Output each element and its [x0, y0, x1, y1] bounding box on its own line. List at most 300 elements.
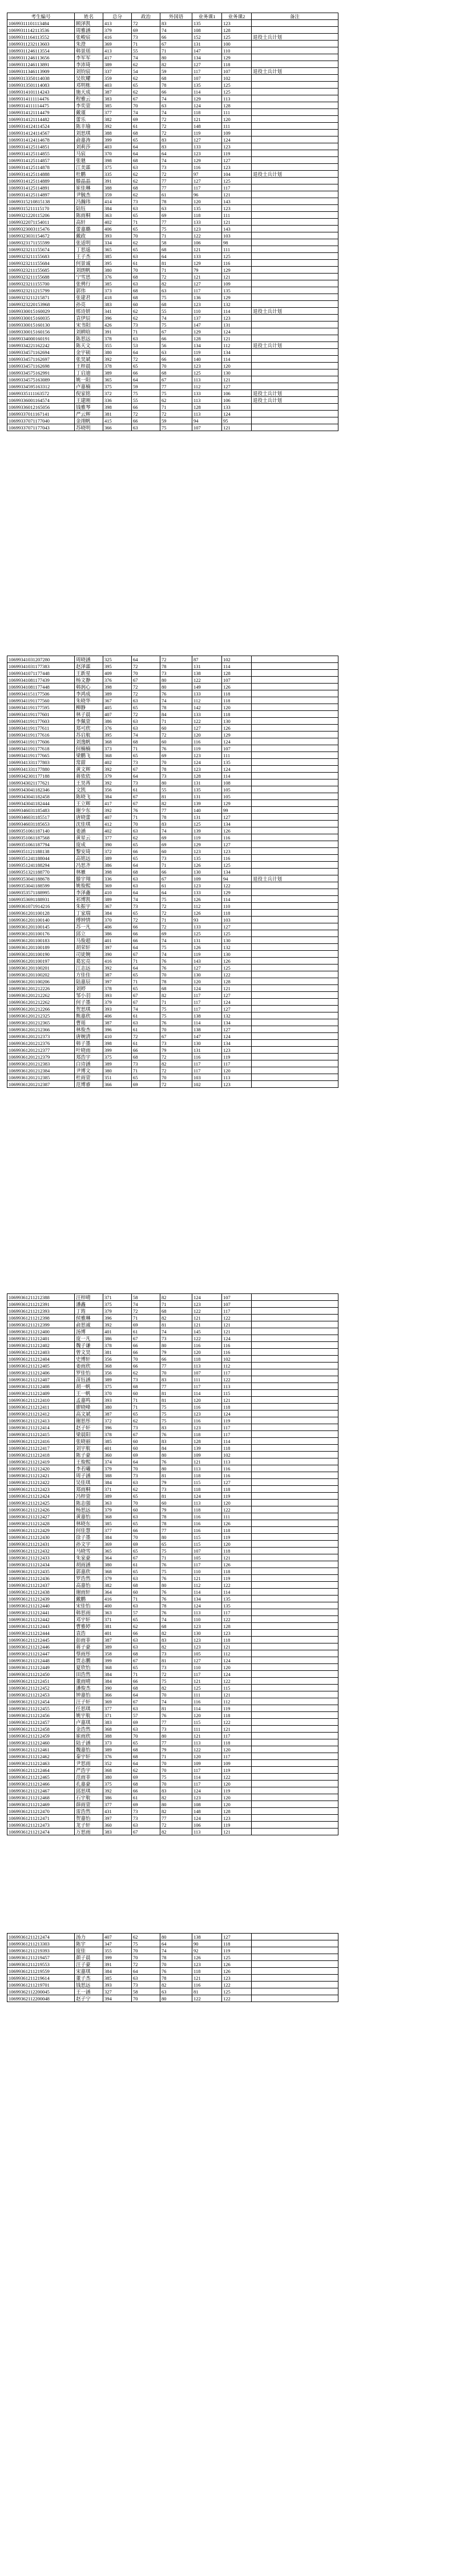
table-row	[7, 697, 338, 704]
table-row	[7, 1988, 338, 1995]
total-cell: 405	[103, 704, 132, 711]
exam-id-cell: 10699341331177803	[7, 759, 75, 766]
table-row	[7, 287, 338, 294]
remarks-cell	[252, 773, 338, 779]
exam-id-cell: 10699361201100201	[7, 965, 75, 971]
subject-1-cell: 124	[192, 1787, 222, 1794]
total-cell: 368	[103, 1513, 132, 1520]
politics-cell: 65	[132, 1568, 160, 1575]
foreign-language-cell: 67	[160, 1033, 192, 1040]
name-cell: 石宇航	[75, 1794, 103, 1801]
total-cell: 402	[103, 759, 132, 766]
subject-1-cell: 123	[192, 1424, 222, 1431]
table-row	[7, 301, 338, 308]
subject-1-cell: 149	[192, 684, 222, 690]
table-row	[7, 232, 338, 239]
remarks-cell	[252, 1623, 338, 1630]
politics-cell: 69	[132, 27, 160, 34]
subject-1-cell: 118	[192, 1506, 222, 1513]
foreign-language-cell: 63	[160, 349, 192, 356]
subject-1-cell: 131	[192, 793, 222, 800]
name-cell: 张昊斌	[75, 356, 103, 363]
table-row	[7, 1995, 338, 2002]
remarks-cell	[252, 150, 338, 157]
total-cell: 378	[103, 1431, 132, 1438]
total-cell: 400	[103, 1602, 132, 1609]
politics-cell: 60	[132, 1589, 160, 1596]
remarks-cell	[252, 677, 338, 684]
subject-1-cell: 116	[192, 1513, 222, 1520]
foreign-language-cell: 82	[160, 1630, 192, 1637]
subject-1-cell: 143	[192, 958, 222, 965]
name-cell: 杨思远	[75, 1506, 103, 1513]
politics-cell: 61	[132, 260, 160, 267]
subject-2-cell: 112	[222, 1650, 252, 1657]
total-cell: 392	[103, 1787, 132, 1794]
foreign-language-cell: 63	[160, 102, 192, 109]
table-row	[7, 670, 338, 677]
table-row	[7, 1623, 338, 1630]
subject-1-cell: 135	[192, 205, 222, 212]
subject-1-cell: 123	[192, 226, 222, 232]
subject-2-cell: 118	[222, 1404, 252, 1410]
politics-cell: 71	[132, 1671, 160, 1678]
total-cell: 392	[103, 807, 132, 814]
exam-id-cell: 10699361211212440	[7, 1602, 75, 1609]
politics-cell: 73	[132, 903, 160, 910]
subject-1-cell: 119	[192, 349, 222, 356]
total-cell: 412	[103, 821, 132, 827]
remarks-cell	[252, 1349, 338, 1356]
name-cell: 黎安琦	[75, 848, 103, 855]
subject-2-cell: 111	[222, 212, 252, 219]
exam-id-cell: 10699361211212425	[7, 1500, 75, 1506]
subject-2-cell: 125	[222, 89, 252, 95]
subject-2-cell: 111	[222, 752, 252, 759]
politics-cell: 63	[132, 335, 160, 342]
total-cell: 383	[103, 95, 132, 102]
subject-1-cell: 122	[192, 232, 222, 239]
table-row	[7, 47, 338, 54]
table-row	[7, 246, 338, 253]
politics-cell: 76	[132, 807, 160, 814]
remarks-cell	[252, 1975, 338, 1982]
subject-2-cell: 121	[222, 1554, 252, 1561]
politics-cell: 74	[132, 54, 160, 61]
foreign-language-cell: 70	[160, 1781, 192, 1787]
exam-id-cell: 10699361211212417	[7, 1445, 75, 1452]
table-row	[7, 1975, 338, 1982]
table-row	[7, 903, 338, 910]
foreign-language-cell: 77	[160, 1815, 192, 1822]
exam-id-cell: 10699323031154672	[7, 232, 75, 239]
table-row	[7, 89, 338, 95]
remarks-cell	[252, 1657, 338, 1664]
table-row	[7, 1006, 338, 1012]
name-cell: 白诗涵	[75, 1060, 103, 1067]
total-cell: 391	[103, 1961, 132, 1968]
politics-cell: 67	[132, 999, 160, 1006]
politics-cell: 73	[132, 1424, 160, 1431]
foreign-language-cell: 74	[160, 697, 192, 704]
total-cell: 384	[103, 1671, 132, 1678]
subject-1-cell: 127	[192, 1657, 222, 1664]
exam-id-cell: 10699361211212420	[7, 1465, 75, 1472]
total-cell: 387	[103, 1637, 132, 1643]
subject-2-cell: 123	[222, 205, 252, 212]
name-cell: 薛雨萱	[75, 1801, 103, 1808]
table-row	[7, 1815, 338, 1822]
foreign-language-cell: 61	[160, 882, 192, 889]
politics-cell: 64	[132, 143, 160, 150]
subject-2-cell: 118	[222, 61, 252, 68]
name-cell: 郭嘉欣	[75, 1568, 103, 1575]
subject-2-cell: 118	[222, 697, 252, 704]
subject-1-cell: 122	[192, 1308, 222, 1315]
subject-2-cell: 120	[222, 1801, 252, 1808]
total-cell: 379	[103, 773, 132, 779]
subject-2-cell: 122	[222, 882, 252, 889]
politics-cell: 73	[132, 779, 160, 786]
total-cell: 373	[103, 287, 132, 294]
subject-2-cell: 123	[222, 1630, 252, 1637]
total-cell: 402	[103, 827, 132, 834]
subject-1-cell: 105	[192, 1554, 222, 1561]
total-cell: 356	[103, 1356, 132, 1363]
foreign-language-cell: 71	[160, 999, 192, 1006]
exam-id-cell: 10699346031185517	[7, 814, 75, 821]
subject-2-cell: 120	[222, 363, 252, 369]
remarks-cell	[252, 1822, 338, 1828]
exam-id-cell: 10699323211155674	[7, 246, 75, 253]
exam-id-cell: 10699361211212412	[7, 1410, 75, 1417]
foreign-language-cell: 74	[160, 827, 192, 834]
name-cell: 苏晓明	[75, 424, 103, 431]
exam-id-cell: 10699341081177439	[7, 677, 75, 684]
subject-2-cell: 126	[222, 958, 252, 965]
politics-cell: 71	[132, 978, 160, 985]
total-cell: 417	[103, 800, 132, 807]
politics-cell: 66	[132, 937, 160, 944]
table-row	[7, 869, 338, 875]
subject-2-cell: 121	[222, 985, 252, 992]
subject-1-cell: 114	[192, 89, 222, 95]
total-cell: 372	[103, 390, 132, 397]
remarks-cell	[252, 786, 338, 793]
table-row	[7, 1934, 338, 1940]
exam-id-cell: 10699361211212468	[7, 1794, 75, 1801]
exam-id-cell: 10699361211212460	[7, 1739, 75, 1746]
foreign-language-cell: 78	[160, 1520, 192, 1527]
subject-2-cell: 134	[222, 869, 252, 875]
subject-2-cell: 124	[222, 1410, 252, 1417]
total-cell: 389	[103, 896, 132, 903]
subject-1-cell: 114	[192, 1390, 222, 1397]
table-row	[7, 1500, 338, 1506]
subject-2-cell: 119	[222, 1534, 252, 1541]
politics-cell: 63	[132, 280, 160, 287]
subject-2-cell: 114	[222, 896, 252, 903]
table-row	[7, 1616, 338, 1623]
politics-cell: 66	[132, 1047, 160, 1054]
subject-1-cell: 126	[192, 944, 222, 951]
name-cell: 李沛琦	[75, 61, 103, 68]
score-table	[7, 1293, 338, 1835]
name-cell: 张骋行	[75, 280, 103, 287]
politics-cell: 70	[132, 102, 160, 109]
foreign-language-cell: 75	[160, 896, 192, 903]
name-cell: 陆钰	[75, 205, 103, 212]
politics-cell: 67	[132, 800, 160, 807]
remarks-cell	[252, 814, 338, 821]
subject-1-cell: 137	[192, 315, 222, 322]
total-cell: 396	[103, 1315, 132, 1321]
politics-cell: 69	[132, 1452, 160, 1458]
subject-1-cell: 120	[192, 198, 222, 205]
total-cell: 356	[103, 786, 132, 793]
remarks-cell	[252, 1527, 338, 1534]
exam-id-cell: 10699361211212400	[7, 1328, 75, 1335]
foreign-language-cell: 83	[160, 1438, 192, 1445]
subject-1-cell: 110	[192, 308, 222, 315]
table-row	[7, 1575, 338, 1582]
subject-1-cell: 136	[192, 294, 222, 301]
table-row	[7, 1596, 338, 1602]
table-row	[7, 1968, 338, 1975]
politics-cell: 68	[132, 738, 160, 745]
name-cell: 郑雨桐	[75, 1486, 103, 1493]
exam-id-cell: 10699361211212466	[7, 1781, 75, 1787]
table-row	[7, 827, 338, 834]
foreign-language-cell: 72	[160, 732, 192, 738]
name-cell: 范雨菲	[75, 1774, 103, 1781]
name-cell: 文凯	[75, 786, 103, 793]
total-cell: 398	[103, 684, 132, 690]
subject-1-cell: 148	[192, 123, 222, 130]
total-cell: 369	[103, 1541, 132, 1548]
remarks-cell	[252, 1301, 338, 1308]
subject-1-cell: 81	[192, 1988, 222, 1995]
subject-1-cell: 127	[192, 965, 222, 971]
exam-id-cell: 10699334000160191	[7, 335, 75, 342]
total-cell: 372	[103, 1417, 132, 1424]
subject-1-cell: 120	[192, 1397, 222, 1404]
exam-id-cell: 10699361211212404	[7, 1356, 75, 1363]
total-cell: 374	[103, 1458, 132, 1465]
politics-cell: 74	[132, 1301, 160, 1308]
total-cell: 378	[103, 1342, 132, 1349]
table-row	[7, 136, 338, 143]
subject-1-cell: 133	[192, 889, 222, 896]
exam-id-cell: 10699361201100176	[7, 930, 75, 937]
foreign-language-cell: 81	[160, 1705, 192, 1712]
remarks-cell	[252, 937, 338, 944]
table-row	[7, 274, 338, 280]
total-cell: 336	[103, 397, 132, 404]
exam-id-cell: 10699361211212419	[7, 1458, 75, 1465]
politics-cell: 73	[132, 759, 160, 766]
name-cell: 郭伟	[75, 287, 103, 294]
subject-2-cell: 135	[222, 287, 252, 294]
table-row	[7, 383, 338, 390]
table-section-3	[7, 1293, 338, 1835]
politics-cell: 61	[132, 1794, 160, 1801]
foreign-language-cell: 62	[160, 397, 192, 404]
remarks-cell	[252, 978, 338, 985]
total-cell: 367	[103, 903, 132, 910]
politics-cell: 61	[132, 1026, 160, 1033]
foreign-language-cell: 68	[160, 246, 192, 253]
remarks-cell	[252, 711, 338, 718]
subject-1-cell: 117	[192, 1561, 222, 1568]
exam-id-cell: 10699361211212433	[7, 1554, 75, 1561]
remarks-cell	[252, 800, 338, 807]
subject-1-cell: 118	[192, 1486, 222, 1493]
politics-cell: 62	[132, 308, 160, 315]
name-cell: 邓宇轩	[75, 1616, 103, 1623]
remarks-cell	[252, 1671, 338, 1678]
table-row	[7, 1739, 338, 1746]
table-section-4	[7, 1933, 338, 2002]
foreign-language-cell: 74	[160, 1616, 192, 1623]
total-cell: 386	[103, 1794, 132, 1801]
exam-id-cell: 10699314124114524	[7, 123, 75, 130]
name-cell: 程雅云	[75, 95, 103, 102]
exam-id-cell: 10699341191177606	[7, 738, 75, 745]
foreign-language-cell: 78	[160, 663, 192, 670]
subject-2-cell: 121	[222, 1397, 252, 1404]
exam-id-cell: 10699361211212424	[7, 1493, 75, 1500]
subject-2-cell: 114	[222, 1438, 252, 1445]
exam-id-cell: 10699361201100202	[7, 971, 75, 978]
remarks-cell: 退役士兵计划	[252, 342, 338, 349]
name-cell: 徐子墨	[75, 1534, 103, 1541]
foreign-language-cell: 72	[160, 1081, 192, 1088]
total-cell: 392	[103, 356, 132, 363]
subject-1-cell: 117	[192, 287, 222, 294]
subject-2-cell: 114	[222, 356, 252, 363]
exam-id-cell: 10699361201212266	[7, 1006, 75, 1012]
table-row	[7, 1664, 338, 1671]
foreign-language-cell: 72	[160, 903, 192, 910]
subject-1-cell: 107	[192, 1548, 222, 1554]
remarks-cell	[252, 992, 338, 999]
total-cell: 368	[103, 1726, 132, 1733]
table-row	[7, 1609, 338, 1616]
remarks-cell	[252, 930, 338, 937]
name-cell: 江志远	[75, 965, 103, 971]
table-section-2	[7, 656, 338, 1088]
subject-1-cell: 110	[192, 1616, 222, 1623]
total-cell: 385	[103, 1975, 132, 1982]
foreign-language-cell: 75	[160, 1774, 192, 1781]
foreign-language-cell: 68	[160, 369, 192, 376]
foreign-language-cell: 71	[160, 404, 192, 411]
total-cell: 396	[103, 1026, 132, 1033]
politics-cell: 63	[132, 164, 160, 171]
exam-id-cell: 10699361211212451	[7, 1678, 75, 1685]
remarks-cell	[252, 1479, 338, 1486]
politics-cell: 61	[132, 123, 160, 130]
name-cell: 冯梓萱	[75, 1493, 103, 1500]
subject-2-cell: 143	[222, 226, 252, 232]
politics-cell: 64	[132, 944, 160, 951]
subject-1-cell: 125	[192, 369, 222, 376]
politics-cell: 61	[132, 786, 160, 793]
politics-cell: 60	[132, 1390, 160, 1397]
exam-id-cell: 10699311101113484	[7, 20, 75, 27]
politics-cell: 63	[132, 1637, 160, 1643]
foreign-language-cell: 79	[160, 1479, 192, 1486]
table-row	[7, 1493, 338, 1500]
remarks-cell	[252, 1294, 338, 1301]
table-row	[7, 342, 338, 349]
subject-2-cell: 108	[222, 779, 252, 786]
name-cell: 周子涵	[75, 1472, 103, 1479]
exam-id-cell: 10699361211212465	[7, 1774, 75, 1781]
subject-2-cell: 121	[222, 1643, 252, 1650]
total-cell: 401	[103, 1630, 132, 1637]
subject-1-cell: 134	[192, 1596, 222, 1602]
subject-2-cell: 119	[222, 1767, 252, 1774]
remarks-cell	[252, 1315, 338, 1321]
name-cell: 魏嘉怡	[75, 1746, 103, 1753]
name-cell: 金浩然	[75, 1726, 103, 1733]
exam-id-cell: 10699336001164574	[7, 397, 75, 404]
foreign-language-cell: 75	[160, 424, 192, 431]
subject-2-cell: 102	[222, 656, 252, 663]
remarks-cell	[252, 260, 338, 267]
name-cell: 江美霖	[75, 164, 103, 171]
subject-2-cell: 123	[222, 315, 252, 322]
total-cell: 398	[103, 404, 132, 411]
exam-id-cell: 10699361201212262	[7, 992, 75, 999]
subject-2-cell: 121	[222, 1691, 252, 1698]
remarks-cell	[252, 1968, 338, 1975]
name-cell: 谢雨轩	[75, 1589, 103, 1596]
exam-id-cell: 10699361201212366	[7, 1026, 75, 1033]
subject-1-cell: 119	[192, 130, 222, 136]
foreign-language-cell: 75	[160, 294, 192, 301]
foreign-language-cell: 75	[160, 1410, 192, 1417]
table-row	[7, 1356, 338, 1363]
politics-cell: 73	[132, 1472, 160, 1479]
politics-cell: 53	[132, 342, 160, 349]
politics-cell: 74	[132, 732, 160, 738]
exam-id-cell: 10699361211212422	[7, 1479, 75, 1486]
remarks-cell	[252, 1493, 338, 1500]
remarks-cell	[252, 239, 338, 246]
name-cell: 钱雅琴	[75, 404, 103, 411]
total-cell: 388	[103, 130, 132, 136]
remarks-cell	[252, 1513, 338, 1520]
exam-id-cell: 10699361211219393	[7, 1947, 75, 1954]
total-cell: 383	[103, 301, 132, 308]
subject-2-cell: 118	[222, 1940, 252, 1947]
subject-2-cell: 110	[222, 903, 252, 910]
foreign-language-cell: 72	[160, 910, 192, 917]
subject-2-cell: 129	[222, 889, 252, 896]
foreign-language-cell: 82	[160, 1643, 192, 1650]
table-row	[7, 1301, 338, 1308]
exam-id-cell: 10699341191177616	[7, 732, 75, 738]
name-cell: 刘婷	[75, 985, 103, 992]
header-subject-2: 业务课2	[222, 13, 252, 20]
table-row	[7, 862, 338, 869]
subject-1-cell: 123	[192, 1637, 222, 1643]
exam-id-cell: 10699337011167141	[7, 411, 75, 417]
name-cell: 林晓东	[75, 1520, 103, 1527]
